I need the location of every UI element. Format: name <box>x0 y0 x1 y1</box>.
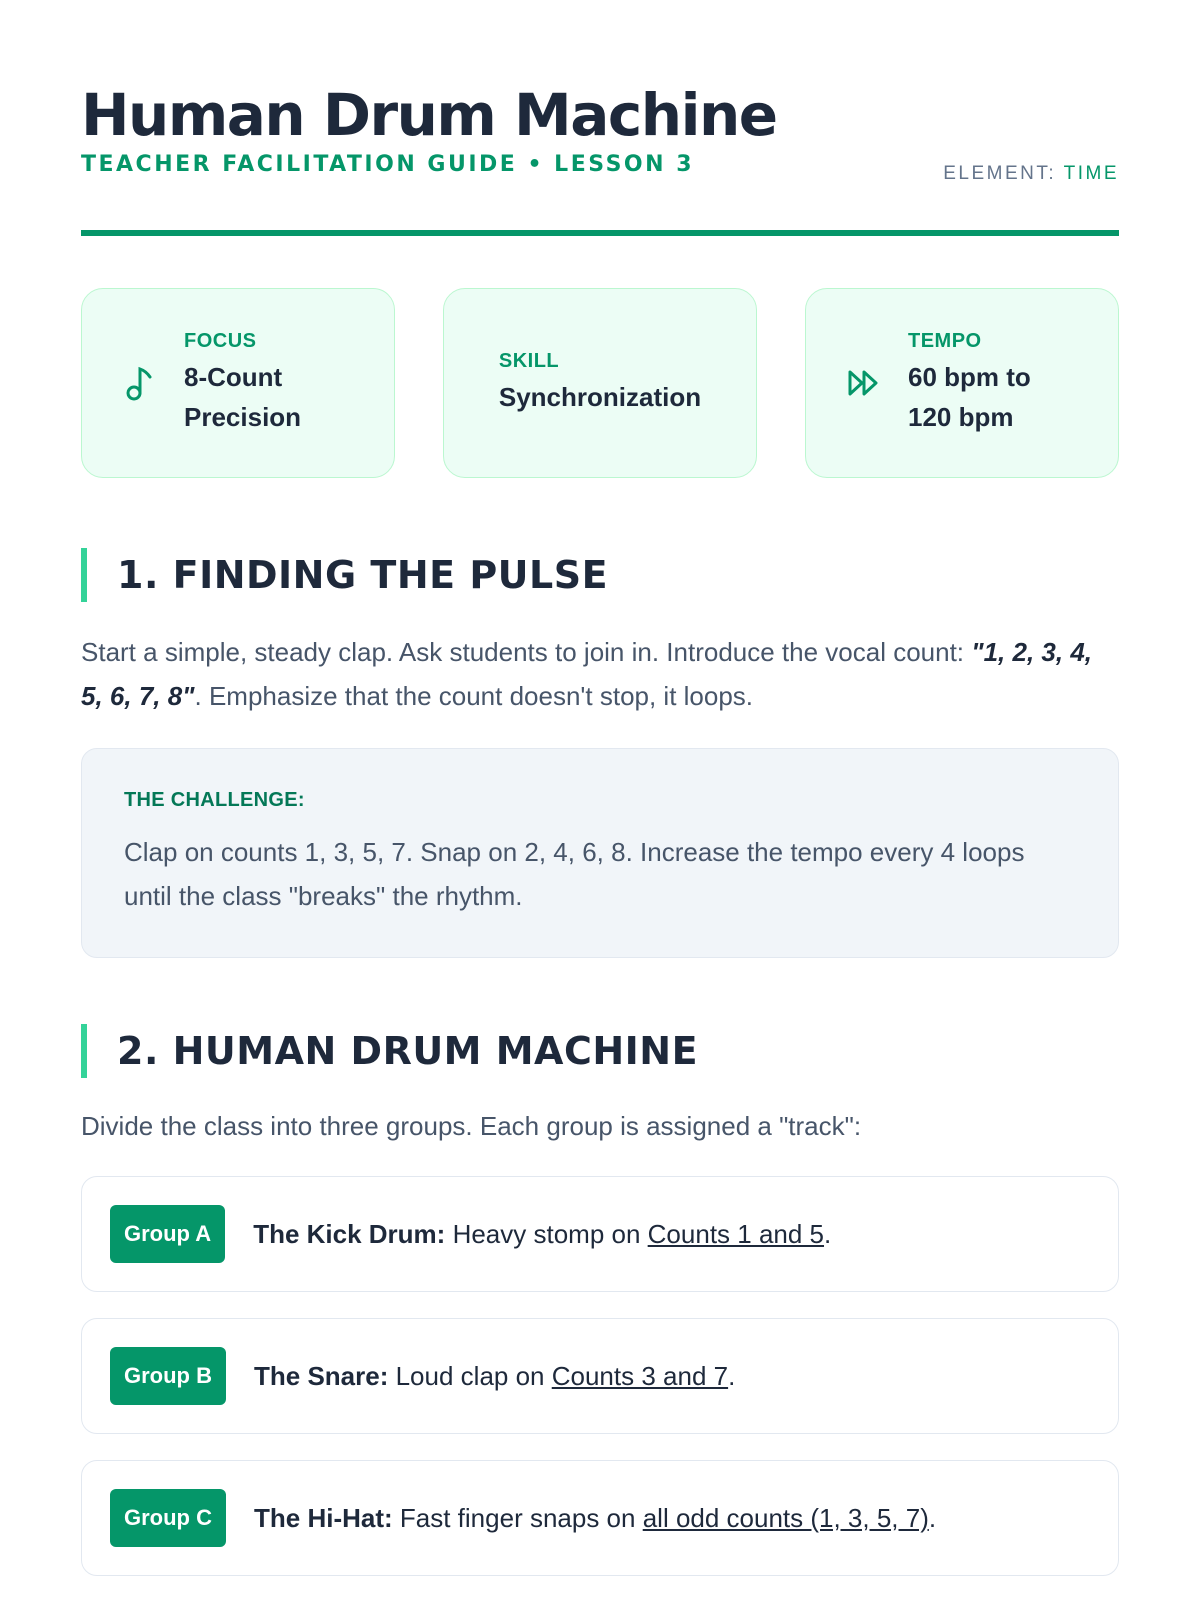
track-counts: Counts 1 and 5 <box>647 1218 825 1249</box>
track-name: The Kick Drum: <box>253 1218 446 1249</box>
fast-forward-icon <box>844 363 884 403</box>
challenge-text: Clap on counts 1, 3, 5, 7. Snap on 2, 4, 6, 8. Increase the tempo every 4 loops until the class "breaks" the rhythm. <box>124 837 1025 911</box>
group-badge: Group A <box>110 1205 225 1263</box>
para-text-end: . Emphasize that the count doesn't stop, it loops. <box>194 681 754 711</box>
track-counts: Counts 3 and 7 <box>551 1360 729 1391</box>
track-action: Fast finger snaps on <box>392 1502 643 1533</box>
vocal-count: "1, 2, 3, 4, 5, 6, 7, 8" <box>81 637 1092 711</box>
music-note-icon <box>120 363 160 403</box>
track-name: The Hi-Hat: <box>254 1502 393 1533</box>
group-badge: Group B <box>110 1347 226 1405</box>
section-1-heading <box>81 548 1119 602</box>
element-tag <box>943 163 1119 185</box>
focus-label: FOCUS <box>184 329 257 352</box>
group-description <box>253 1219 831 1250</box>
info-cards <box>81 288 1119 478</box>
track-action: Loud clap on <box>388 1360 552 1391</box>
group-description <box>254 1503 936 1534</box>
track-action: Heavy stomp on <box>445 1218 648 1249</box>
track-counts: all odd counts (1, 3, 5, 7) <box>642 1502 929 1533</box>
para-text-start: Start a simple, steady clap. Ask students to join in. Introduce the vocal count: <box>81 637 972 667</box>
challenge-box <box>81 748 1119 958</box>
focus-card <box>81 288 395 478</box>
focus-value-line2: Precision <box>184 401 302 432</box>
heading-accent-bar <box>81 1024 87 1078</box>
track-end: . <box>728 1360 736 1391</box>
track-end: . <box>824 1218 832 1249</box>
skill-label: SKILL <box>498 349 560 372</box>
page-title: Human Drum Machine <box>81 81 777 149</box>
group-row-a <box>81 1176 1119 1292</box>
element-tag-label: ELEMENT: <box>943 163 1057 184</box>
element-tag-value: TIME <box>1063 163 1119 184</box>
section-2-intro: Divide the class into three groups. Each group is assigned a "track": <box>81 1111 862 1141</box>
group-description <box>254 1361 735 1392</box>
focus-value-line1: 8-Count <box>184 361 283 392</box>
track-end: . <box>928 1502 937 1533</box>
section-2-heading <box>81 1024 1119 1078</box>
tempo-card <box>805 288 1119 478</box>
group-row-c <box>81 1460 1119 1576</box>
tempo-value-line2: 120 bpm <box>908 401 1014 432</box>
challenge-label: THE CHALLENGE: <box>124 789 305 811</box>
section-2-title: 2. HUMAN DRUM MACHINE <box>117 1029 699 1073</box>
tempo-label: TEMPO <box>908 329 982 352</box>
heading-accent-bar <box>81 548 87 602</box>
section-1-title: 1. FINDING THE PULSE <box>117 553 609 597</box>
track-name: The Snare: <box>254 1360 389 1391</box>
skill-value: Synchronization <box>498 381 702 412</box>
header <box>81 0 1119 236</box>
skill-card <box>443 288 757 478</box>
group-row-b <box>81 1318 1119 1434</box>
section-1-paragraph <box>81 630 1119 718</box>
group-badge: Group C <box>110 1489 226 1547</box>
tempo-value-line1: 60 bpm to <box>908 361 1031 392</box>
page-subtitle: TEACHER FACILITATION GUIDE • LESSON 3 <box>81 152 695 177</box>
